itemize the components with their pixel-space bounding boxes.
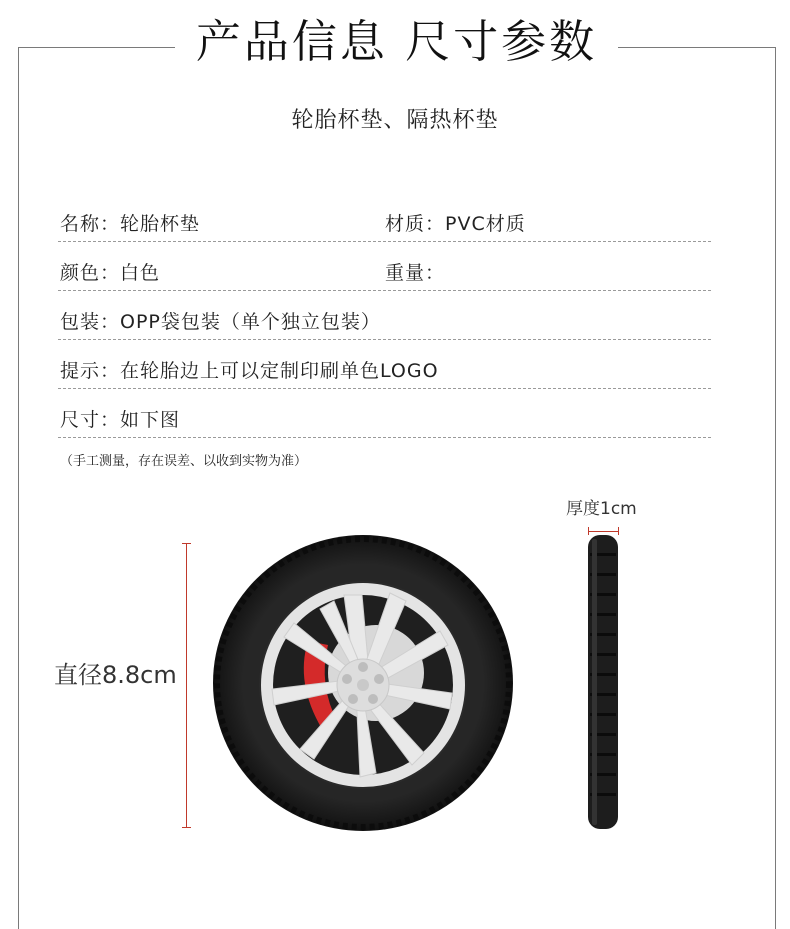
diameter-label: 直径8.8cm <box>54 661 177 689</box>
frame-right-border <box>775 47 776 929</box>
frame-top-left-border <box>18 47 175 48</box>
frame-top-right-border <box>618 47 776 48</box>
side-tire-highlight <box>592 539 597 825</box>
spec-tip: 提示：在轮胎边上可以定制印刷单色LOGO <box>60 360 439 382</box>
thickness-label: 厚度1cm <box>566 499 637 519</box>
frame-left-border <box>18 47 19 929</box>
spec-row-name-material <box>58 205 711 242</box>
spec-row-size <box>58 401 711 438</box>
spec-color: 颜色：白色 <box>60 262 161 284</box>
measurement-note: （手工测量，存在误差、以收到实物为准） <box>60 454 308 469</box>
tire-front-view-icon <box>210 533 516 833</box>
product-subtitle: 轮胎杯垫、隔热杯垫 <box>291 108 499 133</box>
spec-packaging: 包装：OPP袋包装（单个独立包装） <box>60 311 381 333</box>
spec-row-packaging <box>58 303 711 340</box>
diameter-dimension-line <box>186 543 187 828</box>
spec-material: 材质：PVC材质 <box>385 213 526 235</box>
spec-weight: 重量： <box>385 262 446 284</box>
diameter-bottom-cap <box>182 827 191 828</box>
spec-name: 名称：轮胎杯垫 <box>60 213 201 235</box>
diameter-top-cap <box>182 543 191 544</box>
page-title: 产品信息 尺寸参数 <box>195 15 598 68</box>
tire-side-view-icon <box>584 533 624 831</box>
spec-row-tip <box>58 352 711 389</box>
center-cap <box>357 679 369 691</box>
spec-size: 尺寸：如下图 <box>60 409 181 431</box>
thickness-dimension-line <box>588 531 618 532</box>
spec-row-color-weight <box>58 254 711 291</box>
